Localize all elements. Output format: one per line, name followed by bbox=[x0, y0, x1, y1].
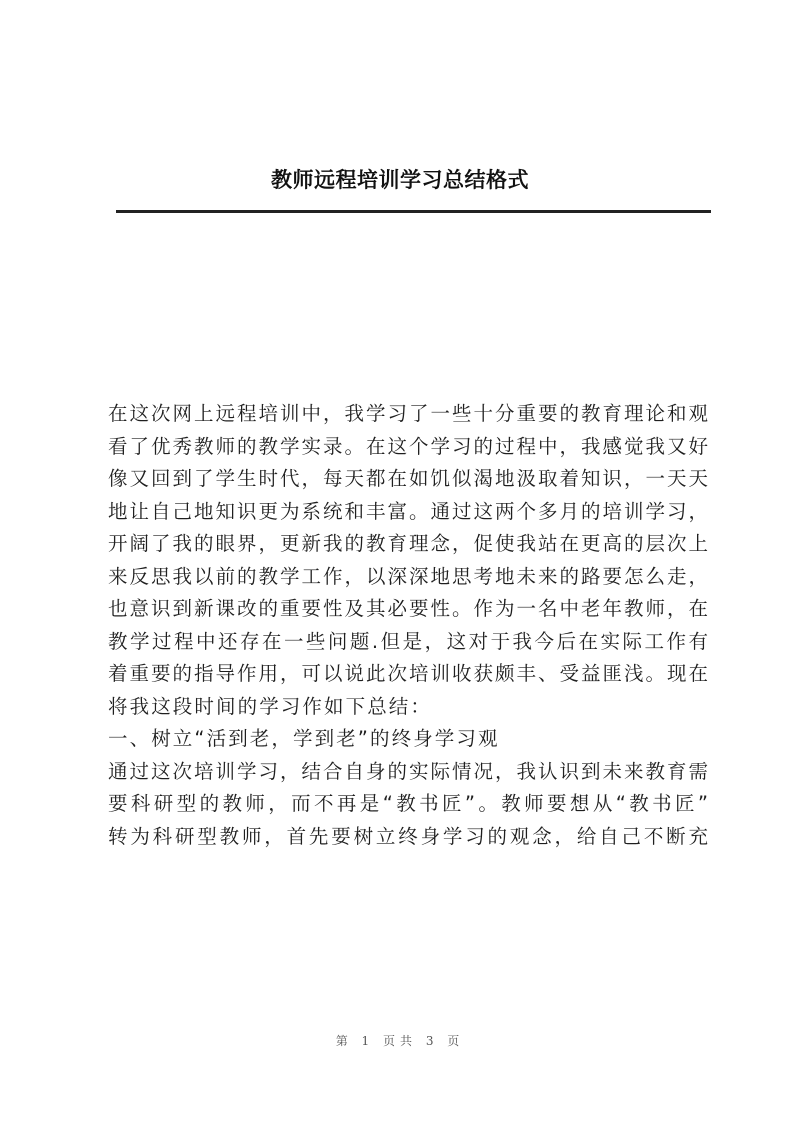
title-divider bbox=[116, 210, 711, 213]
body-line: 看了优秀教师的教学实录。在这个学习的过程中，我感觉我又好 bbox=[108, 434, 708, 458]
body-line: 地让自己地知识更为系统和丰富。通过这两个多月的培训学习， bbox=[108, 499, 708, 523]
body-line: 像又回到了学生时代，每天都在如饥似渴地汲取着知识，一天天 bbox=[108, 467, 708, 490]
body-line: 要科研型的教师，而不再是“教书匠”。教师要想从“教书匠” bbox=[108, 792, 708, 815]
body-line: 在这次网上远程培训中，我学习了一些十分重要的教育理论和观 bbox=[108, 402, 708, 425]
body-line: 着重要的指导作用，可以说此次培训收获颇丰、受益匪浅。现在 bbox=[108, 662, 708, 685]
body-line: 也意识到新课改的重要性及其必要性。作为一名中老年教师，在 bbox=[108, 597, 708, 620]
page-number-footer: 第 1 页共 3 页 bbox=[335, 1034, 465, 1048]
document-title: 教师远程培训学习总结格式 bbox=[271, 167, 529, 192]
body-line: 转为科研型教师，首先要树立终身学习的观念，给自己不断充 bbox=[108, 824, 708, 848]
body-line: 来反思我以前的教学工作，以深深地思考地未来的路要怎么走， bbox=[108, 564, 708, 588]
document-body bbox=[108, 398, 708, 853]
body-line: 教学过程中还存在一些问题.但是，这对于我今后在实际工作有 bbox=[108, 629, 708, 653]
body-line: 开阔了我的眼界，更新我的教育理念，促使我站在更高的层次上 bbox=[108, 532, 708, 555]
section-heading: 一、树立“活到老，学到老”的终身学习观 bbox=[108, 727, 500, 750]
body-line: 通过这次培训学习，结合自身的实际情况，我认识到未来教育需 bbox=[108, 759, 708, 783]
body-line: 将我这段时间的学习作如下总结： bbox=[108, 694, 433, 718]
